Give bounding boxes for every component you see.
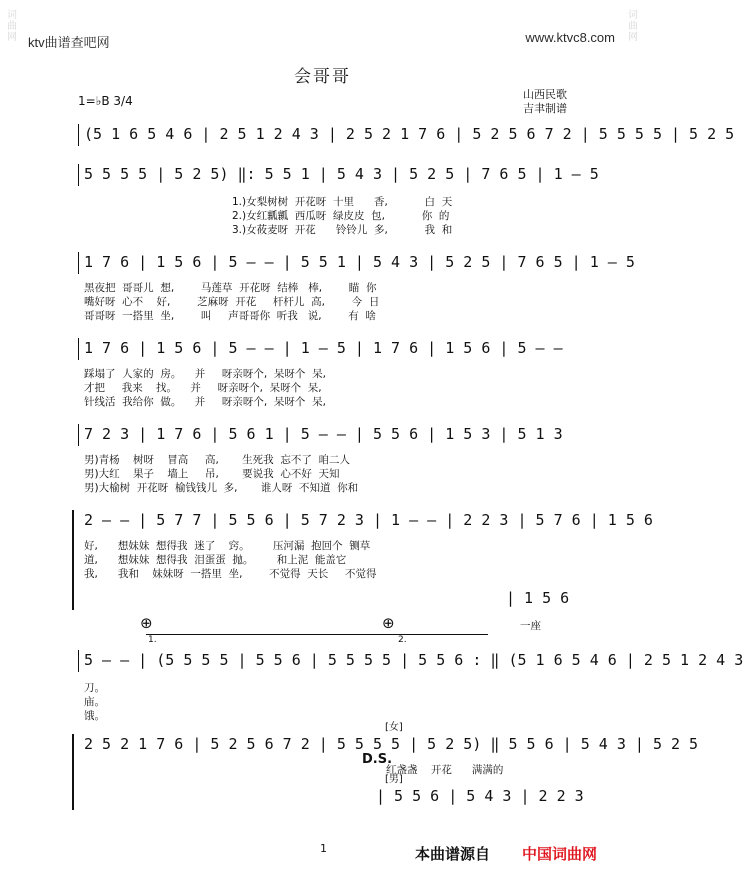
staff-row-9: | 5 5 6 | 5 4 3 | 2 2 3 bbox=[376, 787, 584, 805]
lyric-line: 饿。 bbox=[84, 710, 105, 722]
male-part-tag: [男] bbox=[385, 774, 403, 785]
staff-row-3: 1 7 6 | 1 5 6 | 5 — — | 5 5 1 | 5 4 3 | 5 2 5 | 7 6 5 | 1 — 5 bbox=[84, 253, 635, 271]
barline bbox=[78, 252, 79, 274]
lyric-line: 2.)女红瓤瓤 西瓜呀 绿皮皮 包, 你 的 bbox=[232, 210, 450, 222]
staff-row-2: 5 5 5 5 | 5 2 5) ‖: 5 5 1 | 5 4 3 | 5 2 5 | 7 6 5 | 1 — 5 bbox=[84, 165, 599, 183]
ds-marking: D.S. bbox=[362, 752, 393, 767]
footer-source-label: 本曲谱源自 bbox=[415, 845, 491, 863]
lyric-line: 我, 我和 妹妹呀 一搭里 坐, 不觉得 天长 不觉得 bbox=[84, 568, 377, 580]
watermark-right bbox=[627, 10, 639, 43]
lyric-line: 一座 bbox=[520, 620, 541, 632]
watermark-char: 词 bbox=[7, 10, 17, 21]
coda-icon: ⊕ bbox=[382, 614, 395, 632]
volta-2-label: 2. bbox=[398, 635, 407, 645]
staff-row-8: 2 5 2 1 7 6 | 5 2 5 6 7 2 | 5 5 5 5 | 5 2 5) ‖ 5 5 6 | 5 4 3 | 5 2 5 bbox=[84, 735, 699, 753]
footer-site-link[interactable]: 中国词曲网 bbox=[522, 845, 598, 863]
lyric-line: 好, 想妹妹 想得我 迷了 窍。 压河漏 抱回个 铡草 bbox=[84, 540, 371, 552]
barline bbox=[78, 124, 79, 146]
watermark-char: 网 bbox=[628, 32, 638, 43]
lyric-line: 男)大红 果子 墙上 吊, 要说我 心不好 天知 bbox=[84, 468, 340, 480]
barline bbox=[78, 650, 79, 672]
barline bbox=[78, 338, 79, 360]
extra-notes: | 1 5 6 bbox=[506, 589, 570, 607]
watermark-char: 网 bbox=[7, 32, 17, 43]
lyric-line: 刀。 bbox=[84, 682, 105, 694]
watermark-char: 曲 bbox=[7, 21, 17, 32]
lyric-line: 哥哥呀 一搭里 坐, 叫 声哥哥你 听我 说, 有 啥 bbox=[84, 310, 376, 322]
lyric-line: 黑夜把 哥哥儿 想, 马莲草 开花呀 结棒 棒, 瞄 你 bbox=[84, 282, 377, 294]
lyric-line: 庙。 bbox=[84, 696, 105, 708]
lyric-line: 男)大榆树 开花呀 榆钱钱儿 多, 谁人呀 不知道 你和 bbox=[84, 482, 359, 494]
lyric-line: 针线活 我给你 做。 并 呀亲呀个, 呆呀个 呆, bbox=[84, 396, 326, 408]
site-name-left[interactable]: ktv曲谱查吧网 bbox=[28, 35, 110, 50]
lyric-line: 嘴好呀 心不 好, 芝麻呀 开花 杆杆儿 高, 今 日 bbox=[84, 296, 380, 308]
song-title: 会哥哥 bbox=[294, 67, 351, 87]
staff-row-4: 1 7 6 | 1 5 6 | 5 — — | 1 — 5 | 1 7 6 | 1 5 6 | 5 — — bbox=[84, 339, 563, 357]
barline bbox=[78, 164, 79, 186]
watermark-left bbox=[6, 10, 18, 43]
barline bbox=[78, 424, 79, 446]
arranger-label: 吉聿制谱 bbox=[523, 102, 567, 115]
volta-bracket bbox=[396, 634, 488, 635]
page-number: 1 bbox=[320, 842, 327, 855]
system-bracket bbox=[72, 510, 74, 610]
lyric-line: 踩塌了 人家的 房。 并 呀亲呀个, 呆呀个 呆, bbox=[84, 368, 326, 380]
lyric-line: 红盏盏 开花 满满的 bbox=[386, 764, 504, 776]
volta-bracket bbox=[146, 634, 396, 635]
lyric-line: 3.)女莜麦呀 开花 铃铃儿 多, 我 和 bbox=[232, 224, 453, 236]
lyric-line: 道, 想妹妹 想得我 泪蛋蛋 抛。 和上泥 能盖它 bbox=[84, 554, 347, 566]
site-url-right[interactable]: www.ktvc8.com bbox=[525, 30, 615, 45]
lyric-line: 才把 我来 找。 并 呀亲呀个, 呆呀个 呆, bbox=[84, 382, 322, 394]
staff-row-7: 5 — — | (5 5 5 5 | 5 5 6 | 5 5 5 5 | 5 5 6 : ‖ (5 1 6 5 4 6 | 2 5 1 2 4 3 bbox=[84, 651, 743, 669]
volta-1-label: 1. bbox=[148, 635, 157, 645]
system-bracket bbox=[72, 734, 74, 810]
female-part-tag: [女] bbox=[385, 722, 403, 733]
lyric-line: 1.)女梨树树 开花呀 十里 香, 白 天 bbox=[232, 196, 453, 208]
staff-row-6: 2 — — | 5 7 7 | 5 5 6 | 5 7 2 3 | 1 — — | 2 2 3 | 5 7 6 | 1 5 6 bbox=[84, 511, 653, 529]
staff-row-1: (5 1 6 5 4 6 | 2 5 1 2 4 3 | 2 5 2 1 7 6 | 5 2 5 6 7 2 | 5 5 5 5 | 5 2 5 bbox=[84, 125, 735, 143]
key-signature: 1=♭B 3/4 bbox=[78, 94, 133, 108]
lyric-line: 男)青杨 树呀 冒高 高, 生死我 忘不了 咱二人 bbox=[84, 454, 351, 466]
coda-icon: ⊕ bbox=[140, 614, 153, 632]
watermark-char: 曲 bbox=[628, 21, 638, 32]
watermark-char: 词 bbox=[628, 10, 638, 21]
staff-row-5: 7 2 3 | 1 7 6 | 5 6 1 | 5 — — | 5 5 6 | 1 5 3 | 5 1 3 bbox=[84, 425, 563, 443]
origin-label: 山西民歌 bbox=[523, 88, 567, 101]
